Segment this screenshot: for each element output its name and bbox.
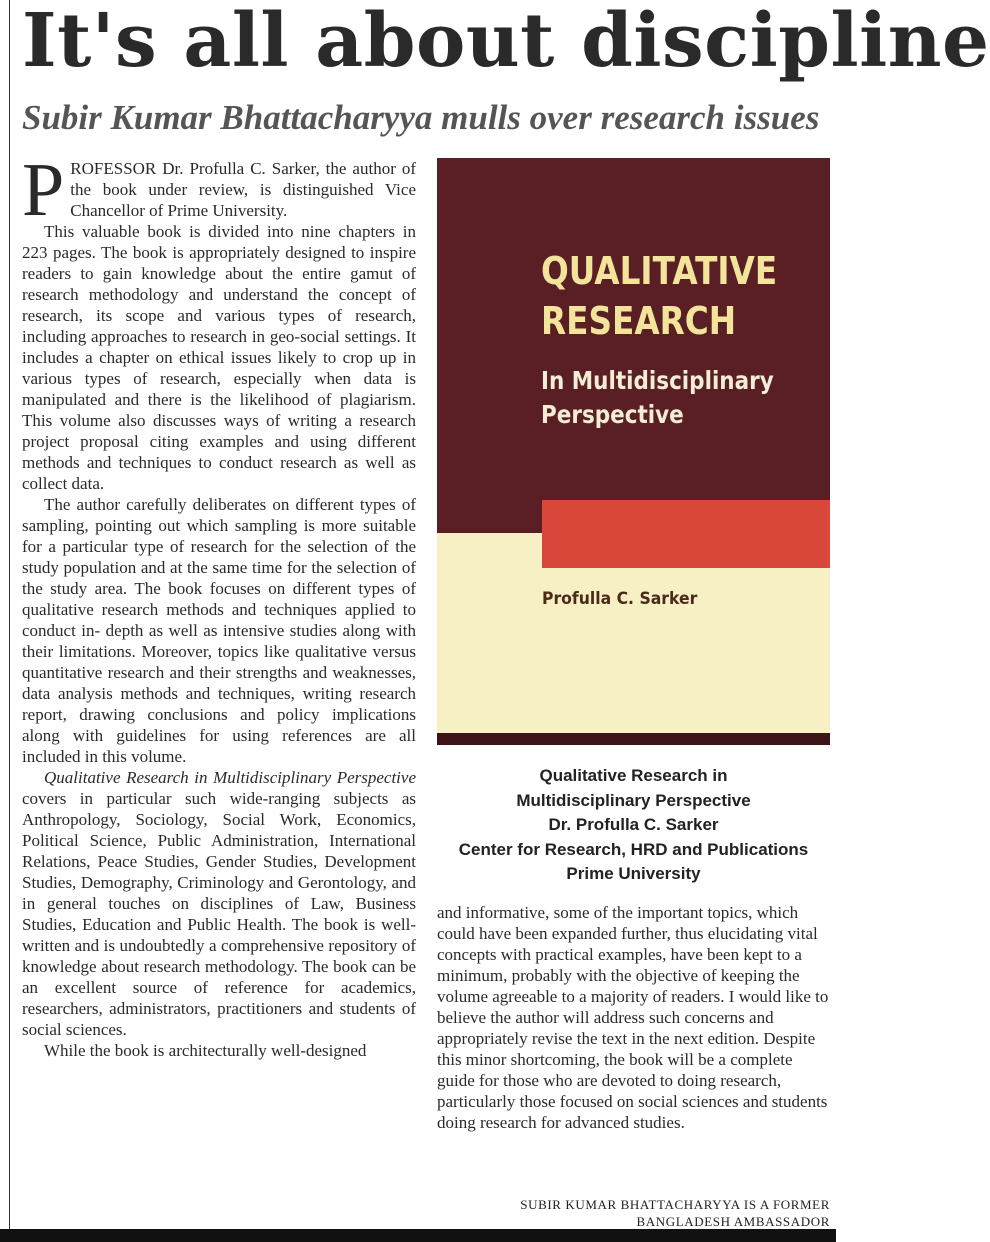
caption-line-2: Multidisciplinary Perspective (516, 790, 751, 810)
paragraph-5-continued: and informative, some of the important topics, which could have been expanded further, thus elucidating vital concepts with practical examples, have been kept to a minimum, probably with the objective of keeping the volume agreeable to a majority of readers. I would like to believe the author will address such concerns and appropriately revise the text in the next edition. Despite this minor shortcoming, the book will be a complete guide for those who are devoted to doing research, particularly those focused on social sciences and students doing research for advanced studies. (437, 903, 829, 1132)
author-byline (440, 1196, 830, 1230)
left-column (22, 148, 416, 1061)
paragraph-4-text: covers in particular such wide-ranging subjects as Anthropology, Sociology, Social Work, Economics, Political Science, Public Administration, International Relations, Peace Studies, Gender Studies, Development Studies, Demography, Criminology and Gerontology, and in general touches on disciplines of Law, Business Studies, Education and Public Health. The book is well-written and is undoubtedly a comprehensive repository of knowledge about research methodology. The book can be an excellent source of reference for academics, researchers, administrators, practitioners and students of social sciences. (22, 789, 416, 1039)
paragraph-2: This valuable book is divided into nine chapters in 223 pages. The book is appropriately designed to inspire readers to gain knowledge about the entire gamut of research methodology and understand the concept of research, its scope and various types of research, including approaches to research in geo-social settings. It includes a chapter on ethical issues likely to crop up in various types of research, especially when data is manipulated and there is the likelihood of plagiarism. This volume also discusses ways of writing a research project proposal citing examples and using different methods and techniques to conduct research as well as collect data. (22, 222, 416, 493)
cover-subtitle-line-1: In Multidisciplinary (541, 366, 774, 395)
paragraph-3: The author carefully deliberates on different types of sampling, pointing out which sampling is more suitable for a particular type of research for the selection of the study population and at the same time for the selection of the study area. The book focuses on different types of qualitative research methods and techniques applied to conduct in- depth as well as intensive studies along with their limitations. Moreover, topics like qualitative versus quantitative research and their strengths and weaknesses, data analysis methods and techniques, writing research report, drawing conclusions and policy implications along with guidelines for using references are all included in this volume. (22, 495, 416, 766)
cover-bottom-band (437, 733, 830, 745)
right-column (437, 902, 832, 1133)
byline-line-2: BANGLADESH AMBASSADOR (636, 1214, 830, 1229)
paragraph-1 (22, 148, 416, 232)
cover-subtitle (541, 364, 799, 432)
drop-cap: P (22, 148, 65, 232)
cover-subtitle-line-2: Perspective (541, 400, 684, 429)
headline: It's all about discipline (22, 0, 990, 84)
book-cover-image (437, 158, 830, 745)
cover-red-band (542, 500, 830, 568)
caption-line-4: Center for Research, HRD and Publications (458, 839, 809, 859)
book-title-italic: Qualitative Research in Multidisciplinary Perspective (44, 768, 416, 787)
cover-title-line-2: RESEARCH (541, 299, 737, 343)
caption-line-5: Prime University (566, 864, 701, 883)
paragraph-5: While the book is architecturally well-designed (44, 1041, 367, 1060)
cover-title (541, 246, 782, 346)
cover-author: Profulla C. Sarker (542, 589, 698, 609)
paragraph-4 (22, 767, 416, 1040)
paragraph-1-text: ROFESSOR Dr. Profulla C. Sarker, the author of the book under review, is distinguished Vice Chancellor of Prime University. (70, 159, 416, 220)
subheadline: Subir Kumar Bhattacharyya mulls over research issues (22, 98, 820, 137)
cover-caption (437, 764, 830, 887)
page-bottom-bar (0, 1229, 836, 1242)
caption-line-3: Dr. Profulla C. Sarker (548, 815, 719, 834)
caption-line-1: Qualitative Research in (539, 766, 728, 785)
cover-title-line-1: QUALITATIVE (541, 249, 778, 293)
byline-line-1: SUBIR KUMAR BHATTACHARYYA IS A FORMER (520, 1197, 830, 1212)
